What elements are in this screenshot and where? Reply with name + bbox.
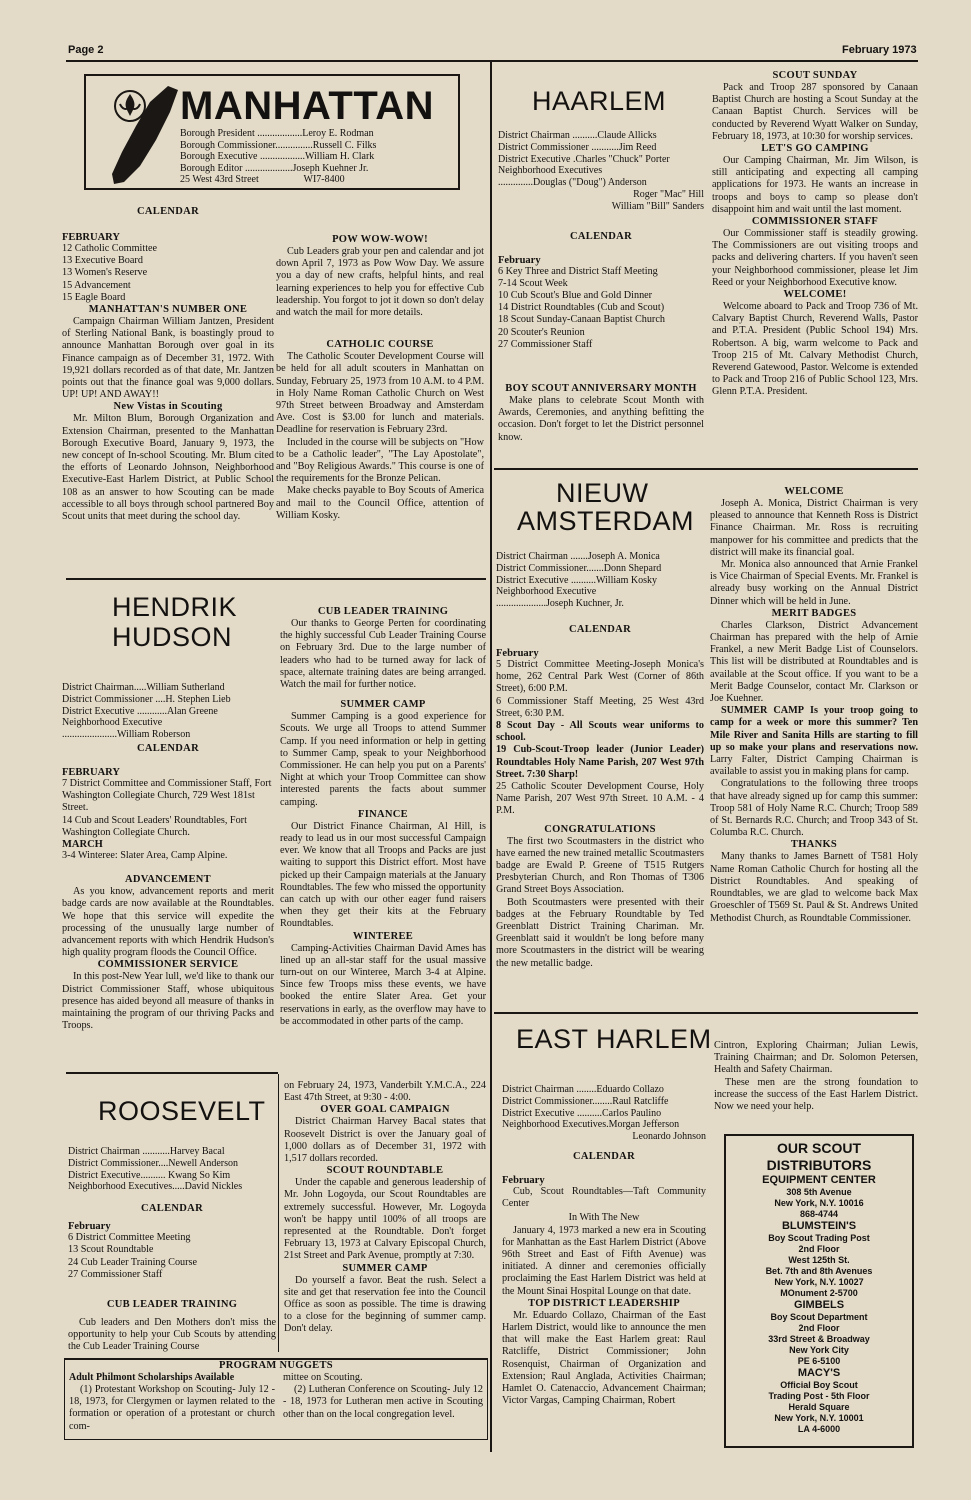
leader-line: ..............Douglas ("Doug") Anderson [498, 177, 647, 189]
calendar-item: 27 Commissioner Staff [68, 1268, 163, 1280]
article-paragraph: Cub leaders and Den Mothers don't miss the opportunity to help your Cub Scouts by attending the Cub Leader Training Course [68, 1317, 276, 1353]
calendar-item: 8 Scout Day - All Scouts wear uniforms to school. [496, 720, 704, 744]
month-heading: February [498, 254, 541, 266]
leader-line: 25 West 43rd Street WI7-8400 [180, 174, 345, 185]
ad-line: Trading Post - 5th Floor [768, 1391, 870, 1401]
section-heading: SCOUT SUNDAY [772, 70, 858, 81]
article-paragraph: Joseph A. Monica, District Chairman is very pleased to announce that Kenneth Ross is District Finance Chairman. Mr. Ross is recruiting manpower for his committee and predicts that the district will make its financial goal. [710, 498, 918, 558]
header-rule [66, 60, 918, 62]
roosevelt-col1 [68, 1146, 276, 1354]
issue-date: February 1973 [842, 44, 917, 56]
calendar-item: 7-14 Scout Week [498, 277, 568, 289]
ad-line: Herald Square [788, 1402, 850, 1412]
section-heading: CONGRATULATIONS [544, 823, 656, 835]
nuggets-left [69, 1372, 275, 1433]
leader-line: Borough Editor ...................Joseph Kuehner Jr. [180, 162, 369, 174]
calendar-heading: CALENDAR [137, 206, 199, 217]
article-paragraph: Included in the course will be subjects on "How to be a Catholic leader", "The Lay Apostolate", and "Boy Religious Awards." This course is one of the requirements for the Bronze Pelican. [276, 436, 484, 485]
roosevelt-title: ROOSEVELT [98, 1096, 266, 1126]
article-paragraph: Our Camping Chairman, Mr. Jim Wilson, is still anticipating and expecting all camping applications for 1973. He wants an increase in troops and boys to camp so please don't disappoint him and wait until the last moment. [712, 155, 918, 215]
article-paragraph: (2) Lutheran Conference on Scouting- July 12 - 18, 1973 for Lutheran men active in Scouting other than on the local congregation level. [283, 1384, 483, 1420]
program-nuggets-box [64, 1358, 488, 1440]
calendar-item: 5 District Committee Meeting-Joseph Monica's home, 262 Central Park West (Corner of 86th Street), 6:00 P.M. [496, 658, 704, 695]
section-heading: FINANCE [358, 808, 408, 820]
month-heading: February [496, 647, 539, 659]
hendrik-col2 [280, 606, 486, 1028]
article-paragraph: District Chairman Harvey Bacal states that Roosevelt District is over the January goal of 1,000 dollars as of December 31, 1972 with 1,517 dollars recorded. [284, 1116, 486, 1165]
article-paragraph: Make checks payable to Boy Scouts of America and mail to the Council Office, attention of William Kosky. [276, 485, 484, 521]
leader-line: District Executive .Charles "Chuck" Porter [498, 153, 670, 165]
section-heading: POW WOW-WOW! [332, 234, 428, 245]
month-heading: MARCH [62, 839, 103, 850]
ad-line: Boy Scout Trading Post [768, 1233, 870, 1243]
calendar-item: 7 District Committee and Commissioner Staff, Fort Washington Collegiate Church, 729 West 181st Street. [62, 777, 272, 814]
ad-line: 308 5th Avenue [786, 1187, 852, 1197]
article-paragraph: Larry Falter, District Camping Chairman is available to assist you in making plans for camp. [710, 754, 918, 778]
article-paragraph: Our thanks to George Perten for coordinating the highly successful Cub Leader Training Course on February 3rd. Due to the large number of leaders who had to be turned away for lack of space, alternate training dates are being arranged. Watch the mail for further notice. [280, 618, 486, 691]
nieuw-title-line2: AMSTERDAM [517, 506, 695, 536]
leader-line: Neighborhood Executives.Morgan Jefferson [502, 1119, 680, 1131]
ad-line: Bet. 7th and 8th Avenues [765, 1266, 873, 1276]
leader-line: Borough Commissioner...............Russell C. Filks [180, 139, 377, 151]
leader-line: Borough Executive ..................William H. Clark [180, 151, 375, 162]
ad-line: New York, N.Y. 10016 [774, 1198, 864, 1208]
calendar-heading: CALENDAR [569, 623, 631, 635]
leader-line: Roger "Mac" Hill [633, 188, 704, 200]
manhattan-masthead-box [84, 74, 460, 190]
article-paragraph: Both Scoutmasters were presented with their badges at the February Roundtable by Ted Greenblatt District Training Chariman. Mr. Greenblatt said it wouldn't be long before many more Scoutmasters in the district will be wearing the new metallic badge. [496, 896, 704, 969]
calendar-item: 19 Cub-Scout-Troop leader (Junior Leader) Roundtables Holy Name Parish, 207 West 97th Street. 7:30 Sharp! [496, 744, 704, 780]
section-heading: CUB LEADER TRAINING [317, 606, 449, 617]
calendar-item: 14 Cub and Scout Leaders' Roundtables, Fort Washington Collegiate Church. [62, 814, 247, 838]
haarlem-col2 [712, 70, 918, 399]
section-rule [494, 468, 918, 470]
leader-line: District Executive ..........Carlos Paulino [502, 1107, 662, 1119]
calendar-item: 18 Scout Sunday-Canaan Baptist Church [498, 314, 665, 326]
section-heading: SCOUT ROUNDTABLE [326, 1165, 444, 1177]
leader-line: Borough President ..................Leroy E. Rodman [180, 128, 374, 139]
section-heading: COMMISSIONER SERVICE [97, 959, 239, 971]
store-name: MACY'S [797, 1367, 841, 1379]
month-heading: February [502, 1174, 545, 1186]
calendar-item: 20 Scouter's Reunion [498, 326, 585, 338]
leader-line: William "Bill" Sanders [611, 200, 704, 212]
section-heading: SUMMER CAMP [342, 1262, 428, 1274]
article-paragraph: Is your troop going to camp for a week or more this summer? Ten Mile River and Sanita Hills are starting to fill up so make your plans and reservations now. [710, 705, 919, 753]
article-paragraph: Our Commissioner staff is steadily growing. The Commissioners are out visiting troops and packs and delivering charters. If you haven't seen your Neighborhood commissioner, please let Jim Reed or your Neighborhood Executive know. [712, 228, 918, 288]
store-name: GIMBELS [793, 1299, 845, 1311]
section-heading: PROGRAM NUGGETS [219, 1360, 333, 1371]
page-number: Page 2 [68, 44, 104, 56]
section-heading: CATHOLIC COURSE [326, 339, 434, 351]
column-divider [490, 62, 492, 1452]
leader-line: Neighborhood Executives.....David Nickles [68, 1181, 243, 1193]
article-paragraph: Under the capable and generous leadership of Mr. John Logoyda, our Scout Roundtables are extremely successful. However, Mr. Logoyda won't be happy until 100% of all troops are represented at the Roundtable. Don't forget February 13, 1973 at Calvary Episcopal Church, 21st Street and Park Avenue, promptly at 7:30. [284, 1177, 486, 1262]
section-rule [494, 1012, 918, 1014]
section-heading: OVER GOAL CAMPAIGN [320, 1104, 450, 1116]
calendar-item: 6 Commissioner Staff Meeting, 25 West 43rd Street, 6:30 P.M. [496, 695, 704, 719]
leader-line: District Commissioner ...........Jim Reed [498, 141, 657, 153]
section-heading: MANHATTAN'S NUMBER ONE [88, 304, 248, 316]
haarlem-title: HAARLEM [532, 86, 667, 116]
leader-line: District Chairman ..........Claude Allicks [498, 130, 657, 141]
calendar-item: 3-4 Winteree: Slater Area, Camp Alpine. [62, 850, 228, 861]
section-heading: WELCOME! [783, 289, 847, 301]
distributors-ad [724, 1134, 914, 1448]
section-heading: CUB LEADER TRAINING [106, 1299, 238, 1310]
section-heading: SUMMER CAMP [340, 699, 426, 711]
leader-line: ....................Joseph Kuchner, Jr. [496, 598, 624, 610]
nieuw-col1 [496, 551, 704, 970]
manhattan-island-emblem [96, 82, 182, 186]
month-heading: FEBRUARY [62, 232, 120, 243]
article-paragraph: In this post-New Year lull, we'd like to thank our District Commissioner Staff, whose ubiquitous presence has aided beyond all measure of thanks in maintaining the program of our thriving Packs and Troops. [62, 971, 274, 1032]
article-paragraph: Cintron, Exploring Chairman; Julian Lewis, Training Chairman; and Dr. Solomon Petersen, Health and Safety Chairman. [714, 1040, 918, 1076]
article-paragraph: Mr. Milton Blum, Borough Organization and Extension Chairman, presented to the Manhattan Borough Executive Board, January 9, 1973, the new concept of In-school Scouting. Mr. Blum cited the efforts of Leonardo Johnson, Neighborhood Executive-East Harlem District, at Public School 108 as an answer to how Scouting can be made accessible to all boys through school partnered Boy Scout units that meet during the school day. [62, 413, 274, 523]
section-heading: WELCOME [784, 486, 844, 497]
leader-line: District Commissioner.......Donn Shepard [496, 562, 662, 574]
leader-line: District Commissioner........Raul Ratcliffe [502, 1095, 669, 1107]
leader-line: District Commissioner ....H. Stephen Lieb [62, 693, 231, 705]
article-paragraph: The Catholic Scouter Development Course will be held for all adult scouters in Manhattan on Sunday, February 25, 1973 from 10 A.M. to 4 P.M. in Holy Name Roman Catholic Church on West 97th Street between Broadway and Amsterdam Ave. Cost is $3.00 for lunch and materials. Deadline for reservation is February 23rd. [276, 351, 484, 436]
calendar-heading: CALENDAR [573, 1150, 635, 1162]
calendar-item: 14 District Roundtables (Cub and Scout) [498, 302, 665, 314]
article-paragraph: Welcome aboard to Pack and Troop 736 of Mt. Calvary Baptist Church, Reverend Walls, Pastor and P.T.A. President (Public School 194) Mrs. Robertson. A big, warm welcome to Pack and Troop 215 of Mt. Calvary Methodist Church, Reverend Gatewood, Pastor. Welcome is extended to Pack and Troop 216 of Public School 123, Mrs. Glenn P.T.A. President. [712, 301, 918, 398]
leader-line: District Chairman ........Eduardo Collazo [502, 1084, 664, 1095]
section-heading: SUMMER CAMP [721, 705, 804, 717]
nieuw-title-line1: NIEUW [556, 478, 649, 508]
manhattan-col1 [62, 206, 274, 523]
leader-line: District Executive ............Alan Greene [62, 705, 218, 717]
ad-line: 2nd Floor [798, 1244, 840, 1254]
section-heading: New Vistas in Scouting [113, 401, 223, 413]
article-paragraph: Mr. Monica also announced that Arnie Frankel is Vice Chairman of Special Events. Mr. Frankel is already busy working on the Annual District Dinner which will be held in June. [710, 559, 918, 607]
calendar-heading: CALENDAR [137, 742, 199, 754]
leader-line: Neighborhood Executive [62, 717, 163, 729]
article-paragraph: Mr. Eduardo Collazo, Chairman of the East Harlem District, would like to announce the men that will make the East Harlem great: Raul Ratcliffe, District Commissioner; John Rosenquist, Chairman of Organization and Extension; Raul Anglada, Activities Chairman; Hamlet O. Catenaccio, Advancement Chairman; Victor Vargas, Camping Chairman, Robert [502, 1309, 706, 1407]
section-rule [66, 1072, 278, 1074]
leader-line: District Commissioner....Newell Anderson [68, 1157, 238, 1169]
article-paragraph: Our District Finance Chairman, Al Hill, is ready to lead us in our most successful Campaign ever. We know that all Troops and Packs are just waiting to support this District effort. Most have picked up their Campaign materials at the January Roundtables. The few who missed the opportunity can catch up with our other eager fund raisers when they get their kits at the February Roundtables. [280, 820, 486, 930]
ad-line: MOnument 2-5700 [780, 1288, 858, 1298]
article-paragraph: Make plans to celebrate Scout Month with Awards, Ceremonies, and anything befitting the occasion. Don't forget to let the District personnel know. [498, 395, 704, 443]
hendrik-title-line2: HUDSON [112, 622, 233, 652]
section-rule [66, 578, 486, 580]
leader-line: District Executive.......... Kwang So Kim [68, 1169, 231, 1181]
calendar-item: 15 Eagle Board [62, 291, 126, 303]
ad-line: West 125th St. [788, 1255, 850, 1265]
calendar-item: 6 District Committee Meeting [68, 1232, 191, 1244]
hendrik-col1 [62, 682, 274, 1032]
calendar-heading: CALENDAR [570, 230, 632, 242]
ad-line: New York, N.Y. 10027 [774, 1277, 864, 1287]
article-paragraph: Campaign Chairman William Jantzen, President of Sterling National Bank, is boastingly proud to announce Manhattan Borough over goal in its Finance campaign as of December 31, 1972. With 19,921 dollars recorded as of that date, Mr. Jantzen points out that the finance goal was 9,000 dollars. UP! UP! AND AWAY!! [62, 316, 274, 401]
section-heading: WINTEREE [352, 930, 414, 942]
leader-line: Neighborhood Executives [498, 165, 603, 177]
calendar-item: 6 Key Three and District Staff Meeting [498, 265, 658, 277]
month-heading: February [68, 1221, 111, 1233]
article-paragraph: Summer Camping is a good experience for Scouts. We urge all Troops to attend Summer Camp. If you need information or help in getting to Summer Camp, speak to your Neighborhood Commissioner. He can help you put on a Parents' Night at which your Troop Committee can show interested parents the facts about summer camping. [280, 711, 486, 808]
article-paragraph: (1) Protestant Workshop on Scouting- July 12 - 18, 1973, for Clergymen or laymen related to the formation or operation of a protestant or church com- [69, 1384, 275, 1432]
calendar-item: 13 Scout Roundtable [68, 1244, 154, 1256]
east-harlem-col1 [502, 1084, 706, 1407]
article-paragraph: Many thanks to James Barnett of T581 Holy Name Roman Catholic Church for hosting all the District Roundtables. And speaking of Roundtables, we are glad to welcome back Max Groeschler of T569 St. Paul & St. Andrews United Methodist Church, as Roundtable Commissioner. [710, 851, 918, 924]
calendar-heading: CALENDAR [141, 1203, 203, 1215]
month-heading: FEBRUARY [62, 766, 120, 778]
section-heading: LET'S GO CAMPING [761, 143, 869, 155]
leader-line: District Chairman.....William Sutherland [62, 682, 225, 693]
hendrik-title-line1: HENDRIK [112, 592, 238, 622]
article-paragraph: mittee on Scouting. [283, 1372, 363, 1383]
section-heading: ADVANCEMENT [125, 874, 211, 886]
nuggets-right [283, 1372, 483, 1421]
section-heading: MERIT BADGES [771, 607, 857, 619]
ad-line: PE 6-5100 [797, 1356, 841, 1366]
leader-line: District Chairman ...........Harvey Bacal [68, 1146, 225, 1157]
article-paragraph: Charles Clarkson, District Advancement Chairman has prepared with the help of Arnie Frankel, a new Merit Badge List of Counselors. This list will be distributed at Roundtables and is available at the Scout office. If you want to be a Merit Badge Counselor, contact Mr. Clarkson or Joe Kuehner. [710, 619, 918, 705]
section-heading: In With The New [568, 1212, 640, 1224]
article-paragraph: The first two Scoutmasters in the district who have earned the new trained metallic Scoutmasters badge are Ewald P. Greene of T515 Rutgers Presbyterian Church, and Ron Thomas of T306 Grand Street Boys Association. [496, 835, 704, 896]
leader-line: ......................William Roberson [62, 729, 191, 741]
column-rule [278, 1074, 279, 1352]
calendar-item: 24 Cub Leader Training Course [68, 1256, 198, 1268]
nuggets-subheading: Adult Philmont Scholarships Available [69, 1372, 235, 1383]
ad-title: OUR SCOUT DISTRIBUTORS [766, 1140, 872, 1173]
east-harlem-title: EAST HARLEM [516, 1024, 712, 1054]
calendar-item: 13 Women's Reserve [62, 267, 148, 279]
leader-line: Leonardo Johnson [632, 1131, 706, 1143]
article-paragraph: Camping-Activities Chairman David Ames has lined up an all-star staff for the usual massive turn-out on our Winteree, March 3-4 at Alpine. Since few Troops miss these events, we have booked the entire Slater Area. Get your reservations in early, as the overflow may have to be accommodated in other parts of the camp. [280, 942, 486, 1027]
section-heading: TOP DISTRICT LEADERSHIP [528, 1297, 680, 1309]
article-paragraph: Cub Leaders grab your pen and calendar and jot down April 7, 1973 as Pow Wow Day. We assure you a day of new crafts, helpful hints, and real learning experiences to help you for effective Cub leadership. You forgot to jot it down so don't delay and watch the mail for more details. [276, 246, 484, 319]
calendar-item: Cub, Scout Roundtables—Taft Community Center [502, 1185, 706, 1210]
haarlem-col1 [498, 130, 704, 444]
manhattan-col2 [276, 234, 484, 522]
ad-line: 2nd Floor [798, 1323, 840, 1333]
nieuw-col2 [710, 486, 918, 925]
manhattan-title: MANHATTAN [180, 84, 435, 128]
leader-line: District Chairman .......Joseph A. Monica [496, 551, 660, 562]
section-heading: COMMISSIONER STAFF [751, 216, 879, 228]
ad-line: Boy Scout Department [770, 1312, 868, 1322]
article-paragraph: Pack and Troop 287 sponsored by Canaan Baptist Church are hosting a Scout Sunday at the Canaan Baptist Church. Services will be conducted by Reverend Wyatt Walker on Sunday, February 18, 1973, at 10:30 for worship services. [712, 82, 918, 142]
calendar-item: 25 Catholic Scouter Development Course, Holy Name Parish, 207 West 97th Street. 10 A.M. - 4 P.M. [496, 781, 704, 817]
calendar-item: 15 Advancement [62, 279, 131, 291]
ad-line: 33rd Street & Broadway [768, 1334, 870, 1344]
leader-line: Neighborhood Executive [496, 586, 597, 598]
leader-line: District Executive ..........William Kosky [496, 574, 657, 586]
article-paragraph: These men are the strong foundation to increase the success of the East Harlem District. Now we need your help. [714, 1076, 918, 1113]
article-paragraph: Congratulations to the following three troops that have already signed up for camp this summer: Troop 581 of Holy Name R.C. Church; Troop 589 of St. Bernards R.C. Church; and Troop 343 of St. Columba R.C. Church. [710, 778, 918, 839]
ad-line: Official Boy Scout [780, 1380, 858, 1390]
calendar-item: 27 Commissioner Staff [498, 338, 593, 350]
article-paragraph: As you know, advancement reports and merit badge cards are now available at the Roundtables. We hope that this service will expedite the processing of the unusually large number of advancement reports with which Hendrik Hudson's high quality program floods the Council Office. [62, 886, 274, 959]
ad-line: LA 4-6000 [797, 1424, 841, 1434]
store-name: BLUMSTEIN'S [781, 1220, 857, 1232]
ad-line: New York, N.Y. 10001 [774, 1413, 864, 1423]
section-heading: BOY SCOUT ANNIVERSARY MONTH [505, 383, 697, 394]
article-paragraph: on February 24, 1973, Vanderbilt Y.M.C.A., 224 East 47th Street, at 9:30 - 4:00. [284, 1080, 486, 1104]
section-heading: THANKS [790, 839, 838, 851]
calendar-item: 12 Catholic Committee [62, 243, 158, 254]
calendar-item: 13 Executive Board [62, 255, 143, 267]
store-name: EQUIPMENT CENTER [762, 1174, 876, 1186]
article-paragraph: January 4, 1973 marked a new era in Scouting for Manhattan as the East Harlem District (Above 96th Street and East of Fifth Avenue) was initiated. A dinner and ceremonies officially proclaiming the East Harlem District was held at the Mount Sinai Hospital Lounge on that date. [502, 1224, 706, 1297]
calendar-item: 10 Cub Scout's Blue and Gold Dinner [498, 289, 653, 301]
ad-line: New York City [789, 1345, 849, 1355]
east-harlem-col2 [714, 1040, 918, 1113]
article-paragraph: Do yourself a favor. Beat the rush. Select a site and get that reservation fee into the Council Office as soon as possible. The time is drawing to a close for the beginning of summer camp. Don't delay. [284, 1274, 486, 1335]
manhattan-leaders [180, 128, 450, 186]
ad-line: 868-4744 [799, 1209, 839, 1219]
roosevelt-col2 [284, 1080, 486, 1336]
